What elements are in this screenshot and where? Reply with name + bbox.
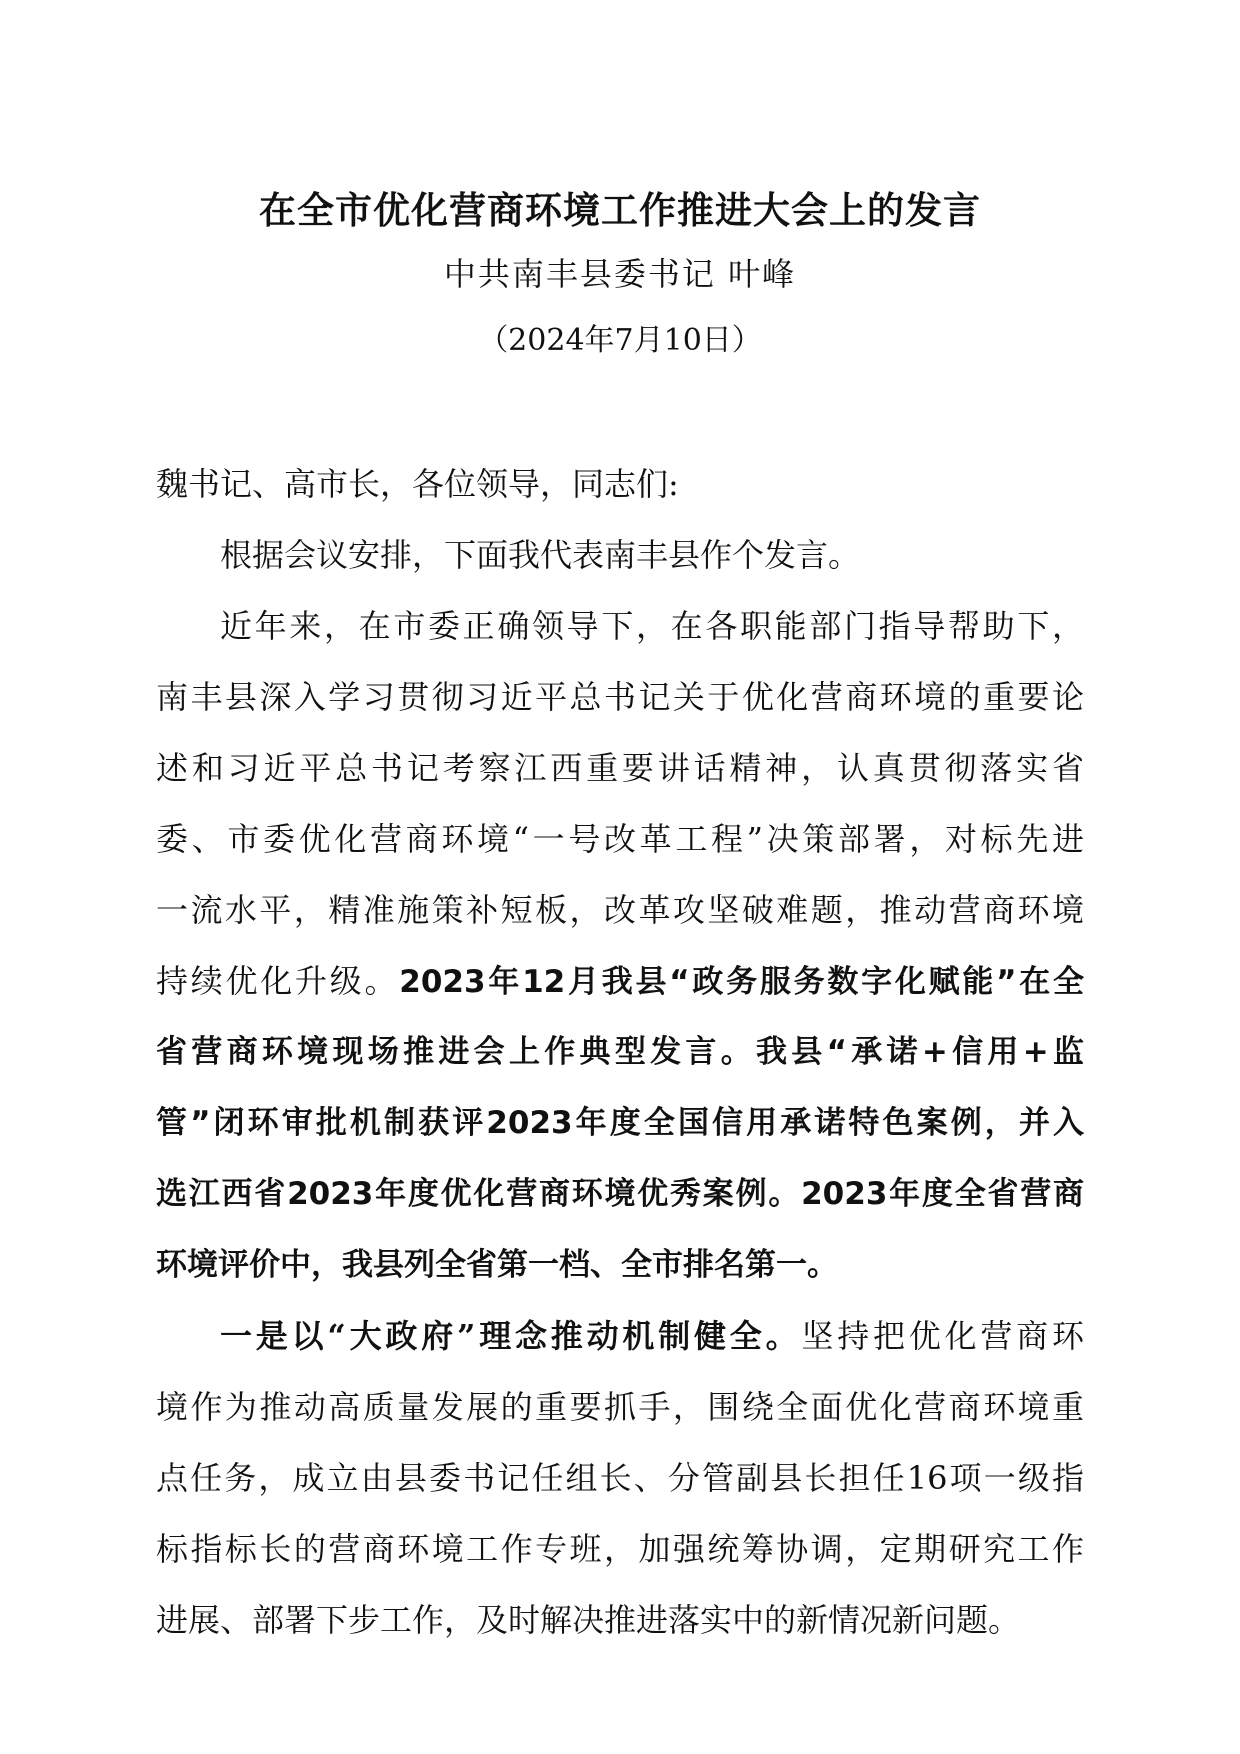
paragraph-3-line-1-rest: 坚持把优化营商环 <box>801 1317 1084 1355</box>
paragraph-3-line-2: 境作为推动高质量发展的重要抓手，围绕全面优化营商环境重 <box>156 1388 1084 1426</box>
paragraph-2-line-3: 述和习近平总书记考察江西重要讲话精神，认真贯彻落实省 <box>156 749 1084 787</box>
paragraph-3-line-3: 点任务，成立由县委书记任组长、分管副县长担任16项一级指 <box>156 1459 1084 1497</box>
paragraph-2-highlight-line-1: 2023年12月我县“政务服务数字化赋能”在全 <box>399 964 1084 1000</box>
paragraph-3-line-4: 标指标长的营商环境工作专班，加强统筹协调，定期研究工作 <box>156 1530 1084 1568</box>
paragraph-3-lead: 一是以“大政府”理念推动机制健全。 <box>220 1317 802 1355</box>
paragraph-2-line-6 <box>156 946 1084 1017</box>
document-title: 在全市优化营商环境工作推进大会上的发言 <box>259 188 981 232</box>
paragraph-2-line-2: 南丰县深入学习贯彻习近平总书记关于优化营商环境的重要论 <box>156 678 1084 716</box>
paragraph-2-highlight-line-2: 省营商环境现场推进会上作典型发言。我县“承诺+信用+监 <box>156 1034 1084 1070</box>
paragraph-2-line-5: 一流水平，精准施策补短板，改革攻坚破难题，推动营商环境 <box>156 891 1084 929</box>
document-author: 中共南丰县委书记 叶峰 <box>443 255 797 293</box>
paragraph-2-highlight-line-4: 选江西省2023年度优化营商环境优秀案例。2023年度全省营商 <box>156 1176 1084 1212</box>
paragraph-3-line-5: 进展、部署下步工作，及时解决推进落实中的新情况新问题。 <box>156 1601 1021 1639</box>
paragraph-3-line-1 <box>156 1301 1084 1372</box>
paragraph-2-line-1: 近年来，在市委正确领导下，在各职能部门指导帮助下， <box>220 607 1084 645</box>
paragraph-1: 根据会议安排，下面我代表南丰县作个发言。 <box>220 536 861 574</box>
salutation: 魏书记、高市长，各位领导，同志们: <box>156 465 679 503</box>
paragraph-2-highlight-line-5: 环境评价中，我县列全省第一档、全市排名第一。 <box>156 1247 838 1283</box>
paragraph-2-line-4: 委、市委优化营商环境“一号改革工程”决策部署，对标先进 <box>156 820 1084 858</box>
document-body <box>156 449 1084 1656</box>
paragraph-2-highlight-line-3: 管”闭环审批机制获评2023年度全国信用承诺特色案例，并入 <box>156 1105 1084 1141</box>
document-date: （2024年7月10日） <box>478 323 762 358</box>
paragraph-2-line-6-start: 持续优化升级。 <box>156 962 400 1000</box>
